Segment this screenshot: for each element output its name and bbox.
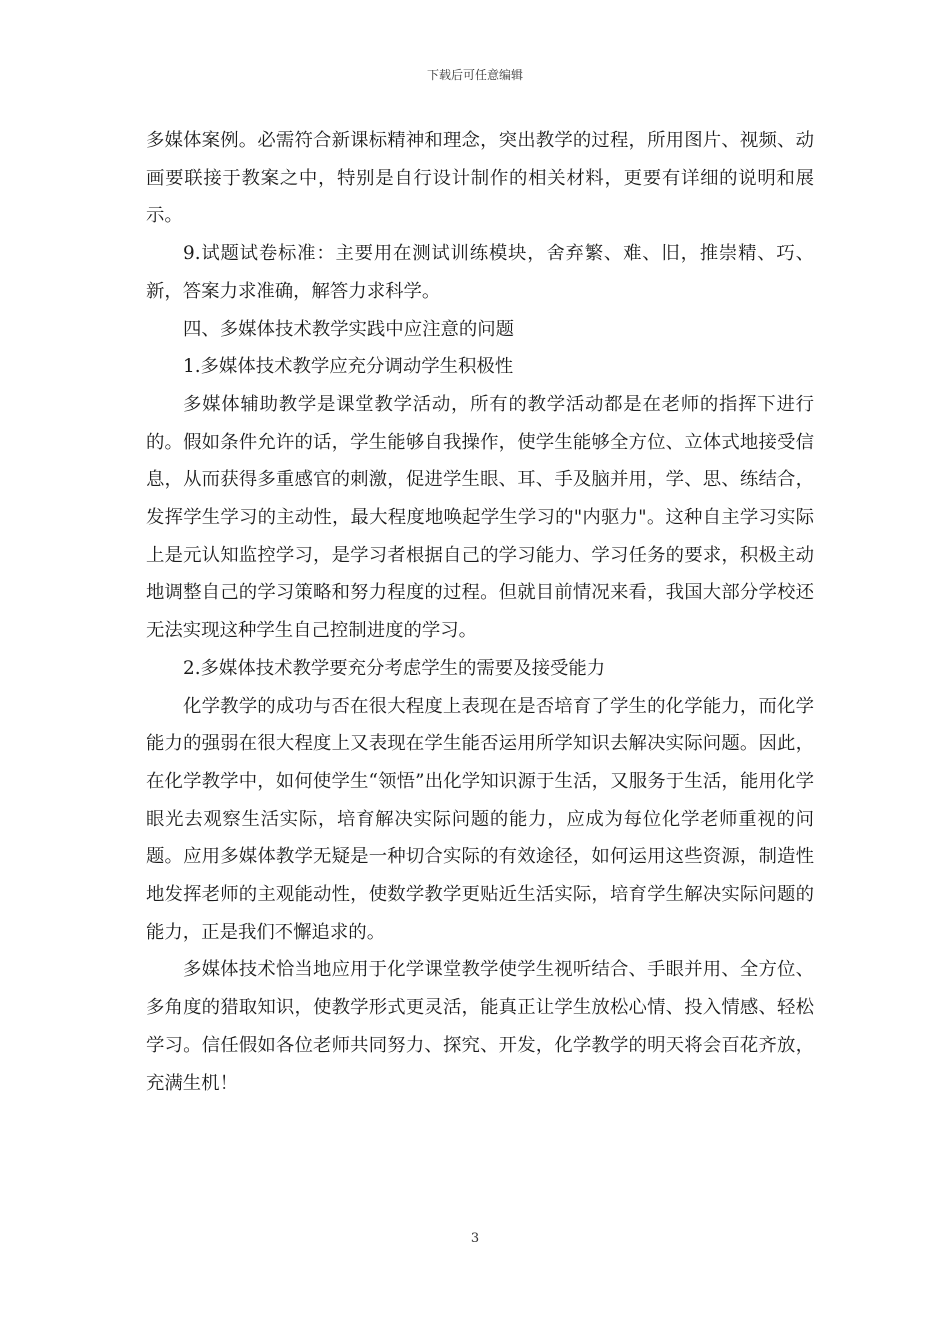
paragraph: 9.试题试卷标准：主要用在测试训练模块，舍弃繁、难、旧，推崇精、巧、新，答案力求准确，解答力求科学。 <box>146 243 814 302</box>
paragraph: 化学教学的成功与否在很大程度上表现在是否培育了学生的化学能力，而化学能力的强弱在很大程度上又表现在学生能否运用所学知识去解决实际问题。因此，在化学教学中，如何使学生“领悟”出化学知识源于生活，又服务于生活，能用化学眼光去观察生活实际，培育解决实际问题的能力，应成为每位化学老师重视的问题。应用多媒体教学无疑是一种切合实际的有效途径，如何运用这些资源，制造性地发挥老师的主观能动性，使数学教学更贴近生活实际，培育学生解决实际问题的能力，正是我们不懈追求的。 <box>146 695 814 943</box>
paragraph: 多媒体辅助教学是课堂教学活动，所有的教学活动都是在老师的指挥下进行的。假如条件允许的话，学生能够自我操作，使学生能够全方位、立体式地接受信息，从而获得多重感官的刺激，促进学生眼、耳、手及脑并用，学、思、练结合，发挥学生学习的主动性，最大程度地唤起学生学习的"内驱力"。这种自主学习实际上是元认知监控学习，是学习者根据自己的学习能力、学习任务的要求，积极主动地调整自己的学习策略和努力程度的过程。但就目前情况来看，我国大部分学校还无法实现这种学生自己控制进度的学习。 <box>146 393 814 642</box>
document-body <box>146 122 814 1102</box>
page-number: 3 <box>470 1231 480 1246</box>
page-header: 下载后可任意编辑 <box>426 68 523 82</box>
subsection-heading: 2.多媒体技术教学要充分考虑学生的需要及接受能力 <box>183 657 606 679</box>
paragraph: 多媒体技术恰当地应用于化学课堂教学使学生视听结合、手眼并用、全方位、多角度的猎取知识，使教学形式更灵活，能真正让学生放松心情、投入情感、轻松学习。信任假如各位老师共同努力、探究、开发，化学教学的明天将会百花齐放，充满生机！ <box>146 959 814 1094</box>
section-heading: 四、多媒体技术教学实践中应注意的问题 <box>183 318 515 340</box>
subsection-heading: 1.多媒体技术教学应充分调动学生积极性 <box>183 356 514 378</box>
paragraph: 多媒体案例。必需符合新课标精神和理念，突出教学的过程，所用图片、视频、动画要联接于教案之中，特别是自行设计制作的相关材料，更要有详细的说明和展示。 <box>146 130 814 227</box>
